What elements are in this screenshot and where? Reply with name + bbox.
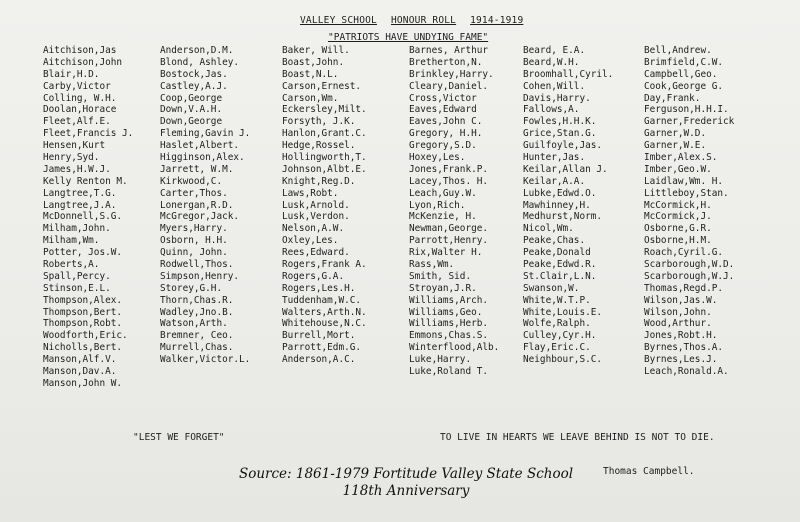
roll-name: Spall,Percy. [43,270,111,282]
roll-name: Blond, Ashley. [160,56,240,68]
roll-name: Hensen,Kurt [43,140,106,152]
school-name: VALLEY SCHOOL [300,15,377,26]
roll-name: Doolan,Horace [43,104,117,116]
roll-name: Brimfield,C.W. [644,56,724,68]
roll-name: Laidlaw,Wm. H. [644,175,724,187]
roll-name: Aitchison,Jas [43,45,117,56]
roll-name: Kirkwood,C. [160,175,223,187]
roll-name: Broomhall,Cyril. [523,68,614,80]
roll-name: Aitchison,John [43,56,123,68]
roll-name: Imber,Geo.W. [644,163,712,175]
roll-name: Boast,John. [282,56,345,68]
roll-name: Keilar,A.A. [523,175,586,187]
roll-name: Hedge,Rossel. [282,140,356,152]
roll-name: Brinkley,Harry. [409,68,494,80]
roll-name: Beard,W.H. [523,56,580,68]
roll-name: St.Clair,L.N. [523,270,597,282]
roll-name: McGregor,Jack. [160,211,240,223]
roll-name: Cook,George G. [644,80,724,92]
roll-name: Colling, W.H. [43,92,117,104]
roll-name: Johnson,Albt.E. [282,163,367,175]
roll-name: Myers,Harry. [160,223,228,235]
roll-name: Rogers,G.A. [282,270,345,282]
roll-name: Bretherton,N. [409,56,483,68]
roll-name: McDonnell,S.G. [43,211,123,223]
roll-name: Manson,John W. [43,377,123,389]
roll-name: McKenzie, H. [409,211,477,223]
roll-name: Medhurst,Norm. [523,211,603,223]
roll-name: Jones,Robt.H. [644,330,718,342]
roll-name: Anderson,D.M. [160,45,234,56]
roll-name: Potter, Jos.W. [43,247,123,259]
roll-name: Milham,John. [43,223,111,235]
roll-name: Roberts,A. [43,259,100,271]
roll-name: Parrott,Edm.G. [282,342,362,354]
roll-name: Laws,Robt. [282,187,339,199]
roll-name: Rogers,Frank A. [282,259,367,271]
roll-name: Lusk,Verdon. [282,211,350,223]
motto: "PATRIOTS HAVE UNDYING FAME" [328,32,489,43]
roll-name: Langtree,J.A. [43,199,117,211]
roll-name: Wilson,John. [644,306,712,318]
roll-name: Garner,Frederick [644,116,735,128]
roll-name: Rodwell,Thos. [160,259,234,271]
roll-name: Rass,Wm. [409,259,455,271]
roll-name: Rees,Edward. [282,247,350,259]
roll-name: Thomas,Regd.P. [644,282,724,294]
roll-name: Burrell,Mort. [282,330,356,342]
roll-name: Thompson,Bert. [43,306,123,318]
document-title [300,15,540,26]
roll-name: Higginson,Alex. [160,152,245,164]
roll-name: McCormick,J. [644,211,712,223]
roll-name: Stroyan,J.R. [409,282,477,294]
roll-name: Nicholls,Bert. [43,342,123,354]
roll-name: Manson,Alf.V. [43,354,117,366]
roll-name: Winterflood,Alb. [409,342,500,354]
roll-name: Knight,Reg.D. [282,175,356,187]
roll-name: Osborne,G.R. [644,223,712,235]
roll-name: Bell,Andrew. [644,45,712,56]
roll-name: Kelly Renton M. [43,175,128,187]
closing-verse: TO LIVE IN HEARTS WE LEAVE BEHIND IS NOT TO DIE. [440,432,715,443]
roll-name: Fowles,H.H.K. [523,116,597,128]
roll-name: Down,V.A.H. [160,104,223,116]
roll-name: Peake,Donald [523,247,591,259]
roll-name: Langtree,T.G. [43,187,117,199]
name-column-4 [409,45,499,378]
roll-name: Mawhinney,H. [523,199,591,211]
roll-name: Hanlon,Grant.C. [282,128,367,140]
roll-name: Garner,W.D. [644,128,707,140]
roll-name: Newman,George. [409,223,489,235]
roll-name: Anderson,A.C. [282,354,356,366]
roll-name: Littleboy,Stan. [644,187,729,199]
roll-name: Forsyth, J.K. [282,116,356,128]
roll-name: Cleary,Daniel. [409,80,489,92]
roll-name: Parrott,Henry. [409,235,489,247]
roll-name: Lonergan,R.D. [160,199,234,211]
name-column-2 [160,45,250,366]
roll-name: Keilar,Allan J. [523,163,608,175]
roll-name: Whitehouse,N.C. [282,318,367,330]
roll-name: Williams,Arch. [409,294,489,306]
roll-name: Haslet,Albert. [160,140,240,152]
roll-name: Smith, Sid. [409,270,472,282]
roll-name: Wilson,Jas.W. [644,294,718,306]
roll-name: Byrnes,Les.J. [644,354,718,366]
source-line-1: Source: 1861-1979 Fortitude Valley State School [238,466,574,482]
roll-name: Murrell,Chas. [160,342,234,354]
roll-name: Cross,Victor [409,92,477,104]
roll-name: Fleet,Alf.E. [43,116,111,128]
roll-name: James,H.W.J. [43,163,111,175]
roll-name: Baker, Will. [282,45,350,56]
roll-name: Milham,Wm. [43,235,100,247]
roll-name: Thompson,Robt. [43,318,123,330]
roll-name: Davis,Harry. [523,92,591,104]
name-column-3 [282,45,367,366]
roll-name: Eaves,Edward [409,104,477,116]
roll-name: Lusk,Arnold. [282,199,350,211]
roll-name: Oxley,Les. [282,235,339,247]
roll-name: Scarborough,W.D. [644,259,735,271]
roll-name: Byrnes,Thos.A. [644,342,724,354]
roll-name: Neighbour,S.C. [523,354,603,366]
roll-name: Watson,Arth. [160,318,228,330]
roll-name: Lyon,Rich. [409,199,466,211]
roll-name: Eaves,John C. [409,116,483,128]
roll-name: Guilfoyle,Jas. [523,140,603,152]
lest-we-forget: "LEST WE FORGET" [133,432,225,443]
roll-name: Scarborough,W.J. [644,270,735,282]
roll-name: Walters,Arth.N. [282,306,367,318]
roll-name: Ferguson,H.H.I. [644,104,729,116]
roll-name: Peake,Edwd.R. [523,259,597,271]
roll-name: Grice,Stan.G. [523,128,597,140]
roll-name: Carter,Thos. [160,187,228,199]
roll-name: Culley,Cyr.H. [523,330,597,342]
roll-name: Fallows,A. [523,104,580,116]
roll-name: White,Louis.E. [523,306,603,318]
roll-name: Osborne,H.M. [644,235,712,247]
roll-name: Barnes, Arthur [409,45,489,56]
roll-name: Lubke,Edwd.O. [523,187,597,199]
roll-name: Campbell,Geo. [644,68,718,80]
roll-name: Jarrett, W.M. [160,163,234,175]
roll-name: Stinson,E.L. [43,282,111,294]
roll-name: Luke,Harry. [409,354,472,366]
roll-name: Luke,Roland T. [409,366,489,378]
roll-name: Rix,Walter H. [409,247,483,259]
source-caption [226,466,586,500]
signature: Thomas Campbell. [603,466,695,477]
roll-name: Castley,A.J. [160,80,228,92]
roll-name: Bostock,Jas. [160,68,228,80]
roll-name: Bremner, Ceo. [160,330,234,342]
roll-name: Henry,Syd. [43,152,100,164]
roll-name: Coop,George [160,92,223,104]
roll-name: Manson,Dav.A. [43,366,117,378]
roll-name: Hollingworth,T. [282,152,367,164]
roll-name: Nelson,A.W. [282,223,345,235]
roll-name: Down,George [160,116,223,128]
roll-name: Blair,H.D. [43,68,100,80]
roll-name: Tuddenham,W.C. [282,294,362,306]
roll-name: Carby,Victor [43,80,111,92]
roll-name: Wood,Arthur. [644,318,712,330]
roll-name: Peake,Chas. [523,235,586,247]
roll-name: Flay,Eric.C. [523,342,591,354]
name-column-6 [644,45,734,378]
roll-name: Williams,Geo. [409,306,483,318]
roll-name: Leach,Guy.W. [409,187,477,199]
roll-name: Woodforth,Eric. [43,330,128,342]
roll-name: Thompson,Alex. [43,294,123,306]
roll-name: Gregory,S.D. [409,140,477,152]
roll-name: Beard, E.A. [523,45,586,56]
roll-name: Williams,Herb. [409,318,489,330]
roll-name: Garner,W.E. [644,140,707,152]
roll-name: Day,Frank. [644,92,701,104]
roll-name: Lacey,Thos. H. [409,175,489,187]
roll-label: HONOUR ROLL [390,15,457,26]
roll-name: Emmons,Chas.S. [409,330,489,342]
roll-name: Storey,G.H. [160,282,223,294]
roll-name: Fleet,Francis J. [43,128,134,140]
roll-name: Jones,Frank.P. [409,163,489,175]
roll-name: White,W.T.P. [523,294,591,306]
roll-name: Wadley,Jno.B. [160,306,234,318]
roll-name: Hunter,Jas. [523,152,586,164]
roll-name: Carson,Ernest. [282,80,362,92]
roll-name: Hoxey,Les. [409,152,466,164]
roll-name: Gregory, H.H. [409,128,483,140]
roll-name: Simpson,Henry. [160,270,240,282]
roll-name: Boast,N.L. [282,68,339,80]
roll-name: Carson,Wm. [282,92,339,104]
name-column-5 [523,45,613,366]
roll-name: Wolfe,Ralph. [523,318,591,330]
roll-name: Thorn,Chas.R. [160,294,234,306]
roll-name: Cohen,Will. [523,80,586,92]
roll-name: Walker,Victor.L. [160,354,251,366]
roll-name: McCormick,H. [644,199,712,211]
roll-name: Swanson,W. [523,282,580,294]
roll-name: Osborn, H.H. [160,235,228,247]
roll-name: Roach,Cyril.G. [644,247,724,259]
roll-name: Fleming,Gavin J. [160,128,251,140]
roll-name: Rogers,Les.H. [282,282,356,294]
roll-name: Eckersley,Milt. [282,104,367,116]
roll-name: Leach,Ronald.A. [644,366,729,378]
source-line-2: 118th Anniversary [342,483,470,499]
name-column-1 [43,45,133,390]
roll-name: Quinn, John. [160,247,228,259]
roll-years: 1914-1919 [470,15,524,26]
roll-name: Nicol,Wm. [523,223,574,235]
roll-name: Imber,Alex.S. [644,152,718,164]
